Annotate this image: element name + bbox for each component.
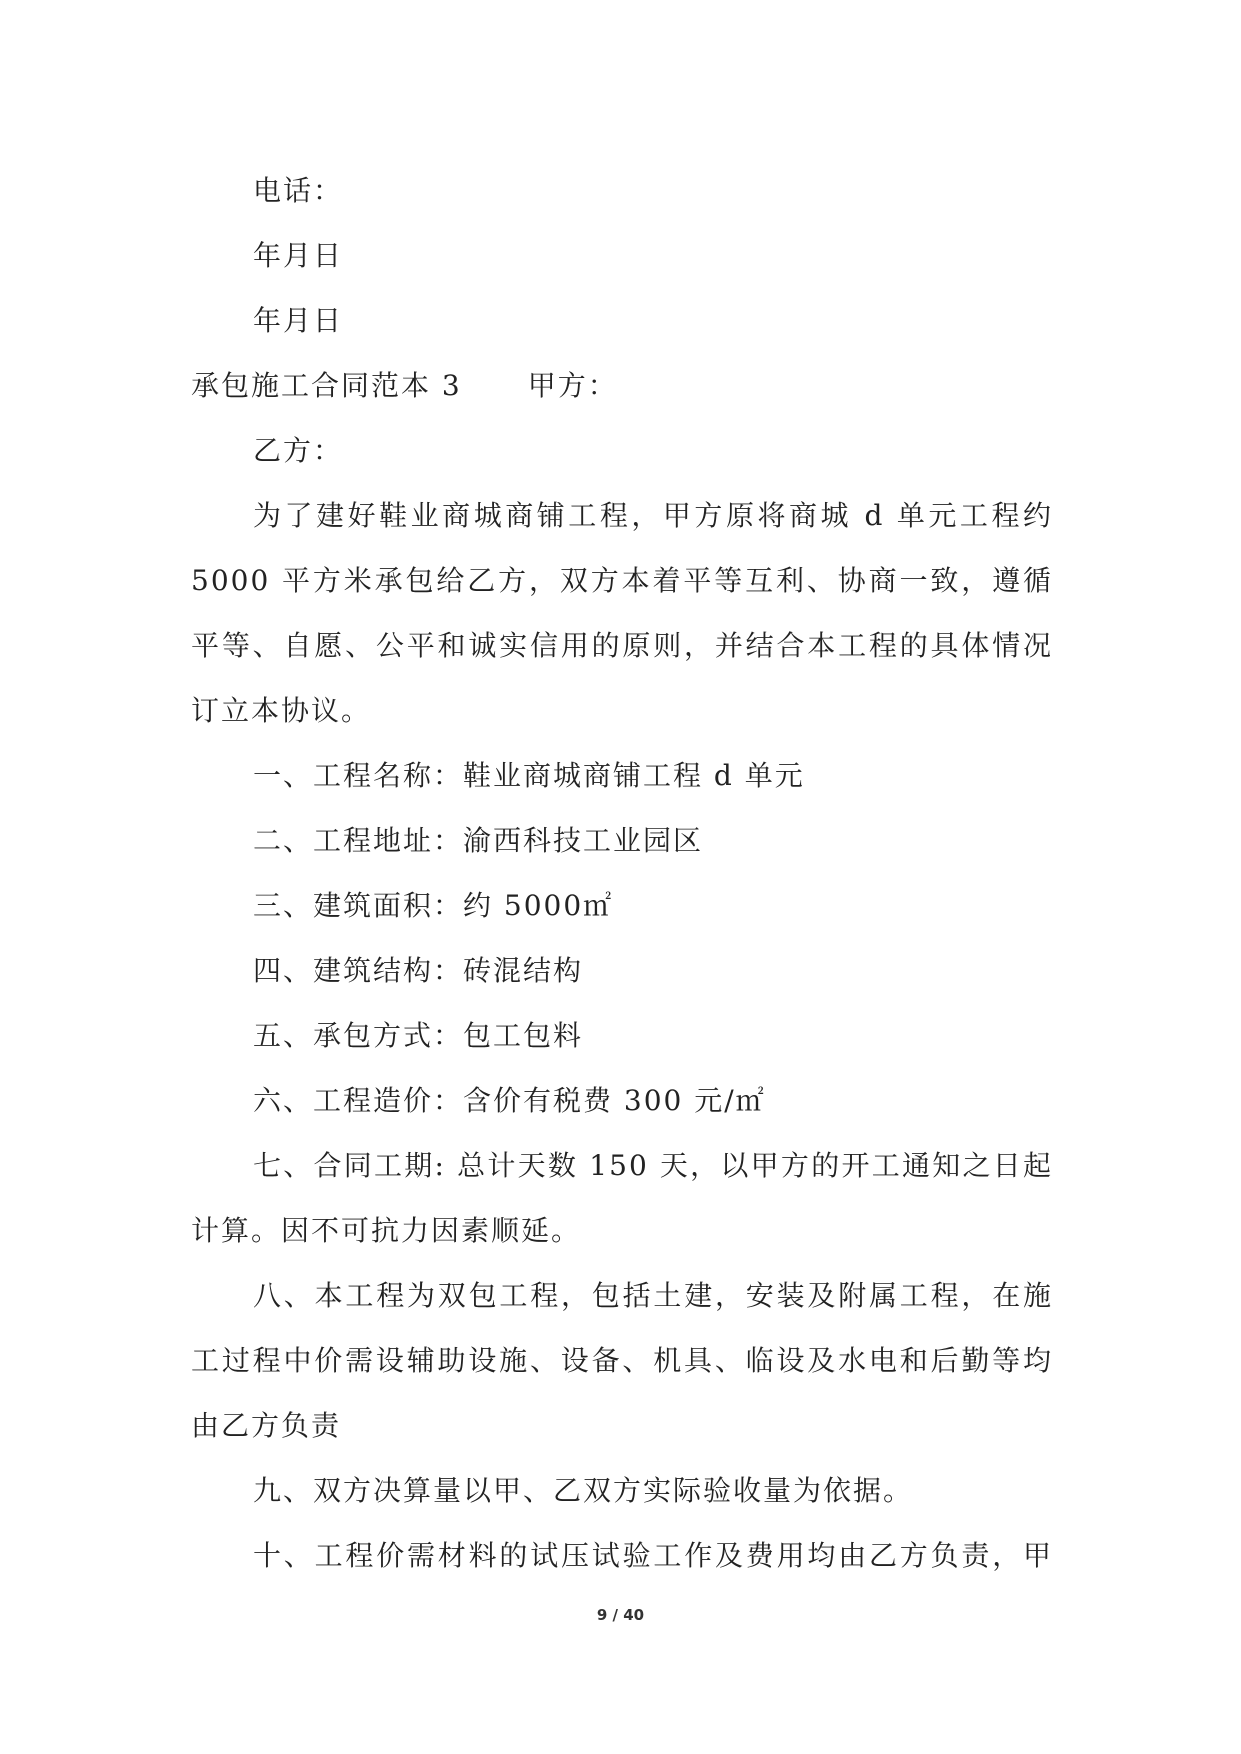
- clause-7-line-2: 计算。因不可抗力因素顺延。: [191, 1214, 582, 1247]
- date-line-1: 年月日: [253, 239, 344, 272]
- clause-8-line-2: 工过程中价需设辅助设施、设备、机具、临设及水电和后勤等均: [191, 1344, 1053, 1377]
- clause-4: 四、建筑结构：砖混结构: [253, 954, 584, 987]
- contract-heading: [191, 353, 1053, 418]
- clause-1: 一、工程名称：鞋业商城商铺工程 d 单元: [253, 759, 805, 792]
- intro-line-2: 5000 平方米承包给乙方，双方本着平等互利、协商一致，遵循: [191, 564, 1053, 597]
- document-body: [191, 158, 1053, 1588]
- page-number: 9 / 40: [596, 1606, 645, 1624]
- party-b-label: 乙方：: [253, 434, 344, 467]
- clause-8-line-3: 由乙方负责: [191, 1409, 342, 1442]
- intro-line-3: 平等、自愿、公平和诚实信用的原则，并结合本工程的具体情况: [191, 629, 1053, 662]
- date-line-2: 年月日: [253, 304, 344, 337]
- party-a-label: 甲方：: [527, 369, 618, 402]
- phone-line: 电话：: [253, 174, 344, 207]
- clause-5: 五、承包方式：包工包料: [253, 1019, 584, 1052]
- clause-3: 三、建筑面积：约 5000㎡: [253, 889, 614, 922]
- contract-title: 承包施工合同范本 3: [191, 369, 462, 402]
- clause-8-line-1: 八、本工程为双包工程，包括土建，安装及附属工程，在施: [253, 1279, 1053, 1312]
- clause-2: 二、工程地址：渝西科技工业园区: [253, 824, 704, 857]
- clause-10-line-1: 十、工程价需材料的试压试验工作及费用均由乙方负责，甲: [253, 1539, 1053, 1572]
- clause-7-line-1: 七、合同工期: 总计天数 150 天，以甲方的开工通知之日起: [253, 1149, 1053, 1182]
- clause-9: 九、双方决算量以甲、乙双方实际验收量为依据。: [253, 1474, 914, 1507]
- clause-6: 六、工程造价：含价有税费 300 元/㎡: [253, 1084, 766, 1117]
- intro-line-4: 订立本协议。: [191, 694, 372, 727]
- intro-line-1: 为了建好鞋业商城商铺工程，甲方原将商城 d 单元工程约: [253, 499, 1053, 532]
